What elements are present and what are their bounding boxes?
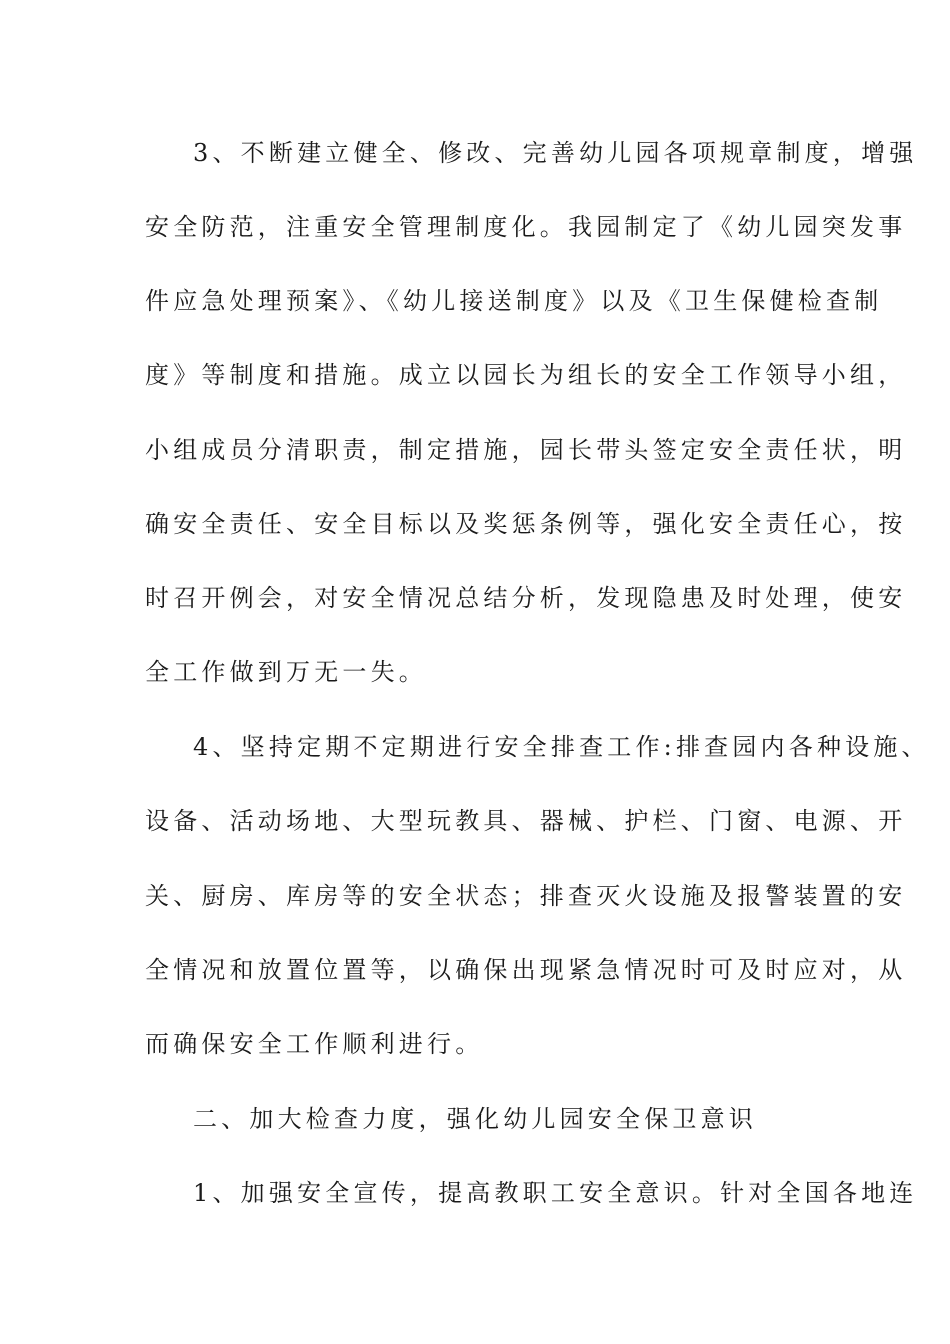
section-heading: 二、加大检查力度，强化幼儿园安全保卫意识 <box>193 1105 757 1133</box>
paragraph-3-line-1: 3、不断建立健全、修改、完善幼儿园各项规章制度，增强 <box>193 139 918 167</box>
paragraph-3-line-2: 安全防范，注重安全管理制度化。我园制定了《幼儿园突发事 <box>145 213 907 241</box>
paragraph-4-line-5: 而确保安全工作顺利进行。 <box>145 1030 484 1058</box>
paragraph-3-line-3: 件应急处理预案》、《幼儿接送制度》以及《卫生保健检查制 <box>145 287 883 315</box>
paragraph-3-line-8: 全工作做到万无一失。 <box>145 658 427 686</box>
paragraph-4-line-4: 全情况和放置位置等，以确保出现紧急情况时可及时应对，从 <box>145 956 907 984</box>
paragraph-3-line-7: 时召开例会，对安全情况总结分析，发现隐患及时处理，使安 <box>145 584 907 612</box>
paragraph-4-line-2: 设备、活动场地、大型玩教具、器械、护栏、门窗、电源、开 <box>145 807 907 835</box>
paragraph-4-line-1: 4、坚持定期不定期进行安全排查工作:排查园内各种设施、 <box>193 733 930 761</box>
paragraph-3-line-6: 确安全责任、安全目标以及奖惩条例等，强化安全责任心，按 <box>145 510 907 538</box>
paragraph-1-line-1: 1、加强安全宣传，提高教职工安全意识。针对全国各地连 <box>193 1179 918 1207</box>
paragraph-3-line-5: 小组成员分清职责，制定措施，园长带头签定安全责任状，明 <box>145 436 907 464</box>
paragraph-4-line-3: 关、厨房、库房等的安全状态；排查灭火设施及报警装置的安 <box>145 882 907 910</box>
paragraph-3-line-4: 度》等制度和措施。成立以园长为组长的安全工作领导小组， <box>145 361 907 389</box>
